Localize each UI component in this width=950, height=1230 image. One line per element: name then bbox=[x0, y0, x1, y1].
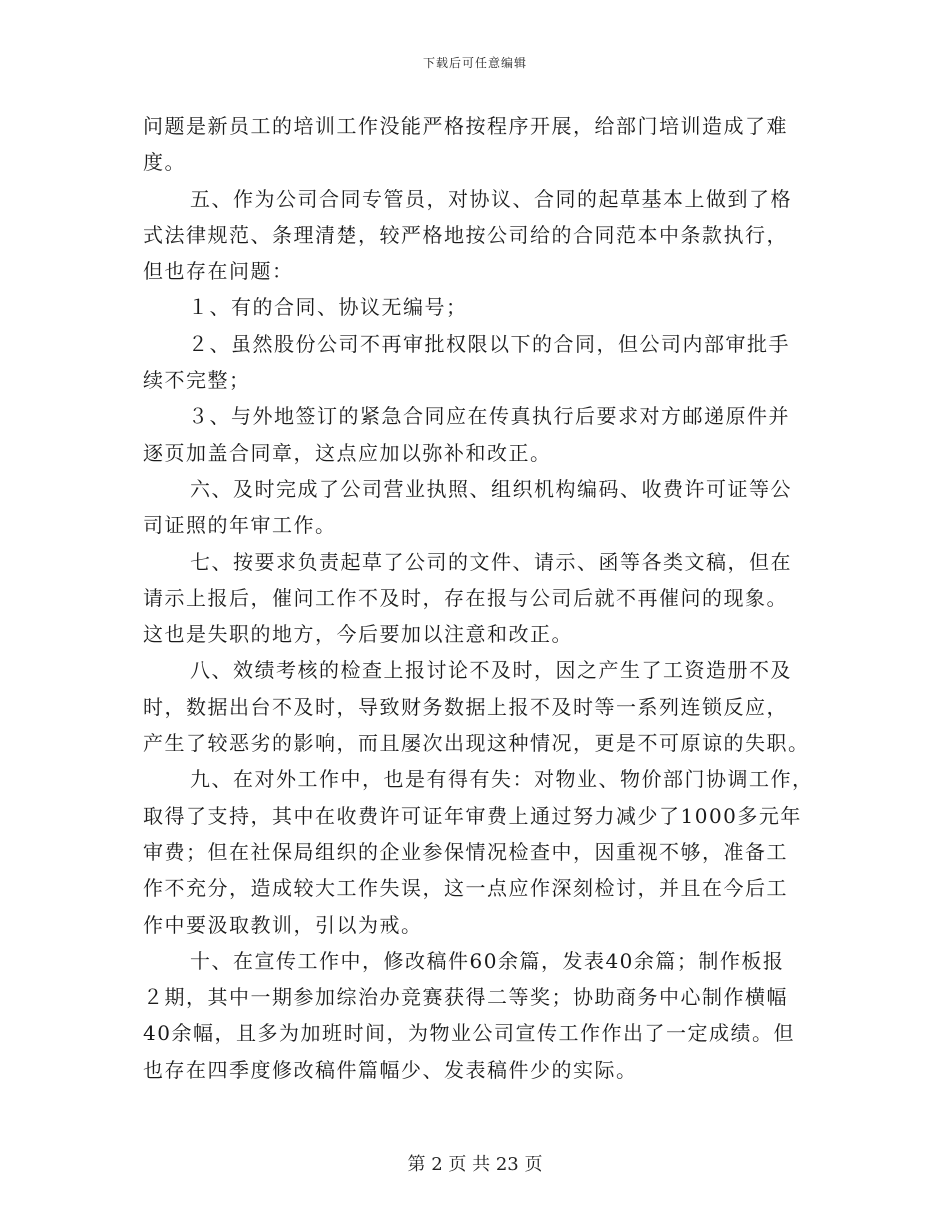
paragraph-start-line: 九、在对外工作中，也是有得有失：对物业、物价部门协调工作， bbox=[190, 767, 814, 792]
text-line: 式法律规范、条理清楚，较严格地按公司给的合同范本中条款执行， bbox=[143, 222, 788, 247]
paragraph-start-line: 七、按要求负责起草了公司的文件、请示、函等各类文稿，但在 bbox=[190, 549, 792, 574]
paragraph-start-line: 五、作为公司合同专管员，对协议、合同的起草基本上做到了格 bbox=[190, 186, 792, 211]
text-line: 续不完整； bbox=[143, 368, 251, 393]
text-line: 也存在四季度修改稿件篇幅少、发表稿件少的实际。 bbox=[143, 1057, 638, 1082]
paragraph-start-line: 八、效绩考核的检查上报讨论不及时，因之产生了工资造册不及 bbox=[190, 658, 792, 683]
text-line: 度。 bbox=[143, 150, 186, 175]
text-line: 作不充分，造成较大工作失误，这一点应作深刻检讨，并且在今后工 bbox=[143, 876, 788, 901]
text-line: 但也存在问题： bbox=[143, 259, 294, 284]
text-line: 作中要汲取教训，引以为戒。 bbox=[143, 912, 423, 937]
text-line: 司证照的年审工作。 bbox=[143, 513, 337, 538]
text-line: 问题是新员工的培训工作没能严格按程序开展，给部门培训造成了难 bbox=[143, 114, 788, 138]
document-body bbox=[143, 108, 814, 1088]
page-number: 第 2 页 共 23 页 bbox=[407, 1154, 543, 1175]
text-line: 取得了支持，其中在收费许可证年审费上通过努力减少了1000多元年 bbox=[143, 803, 802, 828]
text-line: 40余幅，且多为加班时间，为物业公司宣传工作作出了一定成绩。但 bbox=[143, 1021, 795, 1046]
list-item-line: １、有的合同、协议无编号； bbox=[188, 295, 468, 320]
text-line: 产生了较恶劣的影响，而且屡次出现这种情况，更是不可原谅的失职。 bbox=[143, 731, 810, 756]
text-line: ２期，其中一期参加综治办竞赛获得二等奖；协助商务中心制作横幅 bbox=[143, 985, 788, 1010]
text-line: 审费；但在社保局组织的企业参保情况检查中，因重视不够，准备工 bbox=[143, 839, 788, 864]
page-header: 下载后可任意编辑 bbox=[422, 56, 527, 70]
list-item-line: ２、虽然股份公司不再审批权限以下的合同，但公司内部审批手 bbox=[188, 331, 790, 356]
text-line: 请示上报后，催问工作不及时，存在报与公司后就不再催问的现象。 bbox=[143, 585, 788, 610]
text-line: 这也是失职的地方，今后要加以注意和改正。 bbox=[143, 622, 573, 647]
text-line: 时，数据出台不及时，导致财务数据上报不及时等一系列连锁反应， bbox=[143, 694, 788, 719]
list-item-line: ３、与外地签订的紧急合同应在传真执行后要求对方邮递原件并 bbox=[188, 404, 790, 429]
text-line: 逐页加盖合同章，这点应加以弥补和改正。 bbox=[143, 440, 552, 465]
paragraph-start-line: 十、在宣传工作中，修改稿件60余篇，发表40余篇；制作板报 bbox=[190, 948, 785, 973]
paragraph-start-line: 六、及时完成了公司营业执照、组织机构编码、收费许可证等公 bbox=[190, 476, 792, 501]
